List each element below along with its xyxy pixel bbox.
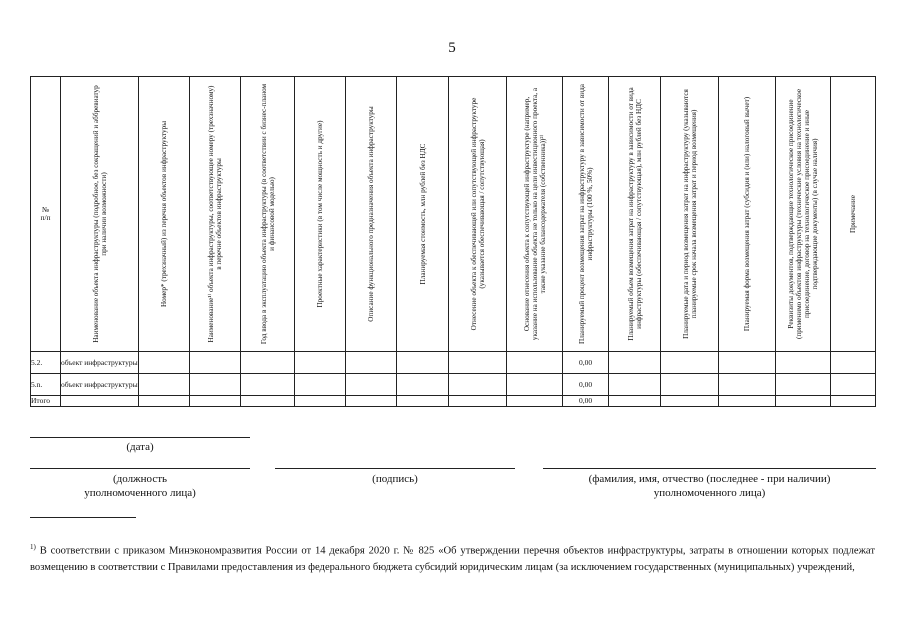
- header-text: Наименование объекта инфраструктуры (подробное, без сокращений и аббревиатур при наличии возможности): [91, 85, 108, 343]
- header-text: Планируемый объем возмещения затрат на инфраструктуру в зависимости от вида инфраструктуры (обеспечивающая / сопутствующая), млн рублей без НДС: [626, 87, 643, 341]
- table-cell: [241, 374, 295, 396]
- header-number-symbol: №: [41, 205, 50, 215]
- table-row: [31, 374, 876, 396]
- header-connection-documents: [776, 77, 831, 352]
- table-cell: [190, 352, 241, 374]
- table-cell: [661, 352, 719, 374]
- header-commissioning-year: [241, 77, 295, 352]
- table-cell: [449, 352, 507, 374]
- table-cell: [831, 396, 876, 407]
- table-cell: [190, 374, 241, 396]
- table-cell: [61, 396, 139, 407]
- row-reimbursement-amount: 0,00: [563, 374, 609, 396]
- header-text: Планируемая стоимость, млн рублей без НДС: [418, 143, 427, 285]
- header-reimbursement-amount: [609, 77, 661, 352]
- infrastructure-table: [30, 76, 876, 407]
- page-number: 5: [448, 40, 456, 56]
- header-infrastructure-type: [449, 77, 507, 352]
- signature-line: [275, 468, 515, 469]
- header-text: Проектные характеристики (в том числе мощность и другие): [315, 120, 324, 308]
- header-number-abbr: п/п: [40, 213, 51, 222]
- table-cell: [346, 396, 397, 407]
- name-line: [543, 468, 876, 469]
- total-label: Итого: [31, 396, 61, 407]
- table-cell: [507, 374, 563, 396]
- header-text: Планируемый процент возмещения затрат на инфраструктуру в зависимости от вида инфраструктуры (100 %, 50%): [577, 84, 594, 344]
- header-text: Планируемая форма возмещения затрат (субсидия и (или) налоговый вычет): [742, 96, 751, 332]
- name-label-line2: уполномоченного лица): [653, 487, 766, 499]
- row-number: 5.2.: [31, 352, 61, 374]
- header-text: Реквизиты документов, подтверждающие технологическое присоединение (применимо объектов инфраструктуры (технические условия на технологическое присоединение, договор на технологическое присоединение и иные подтверждающие документы) (в случае наличия): [786, 88, 820, 340]
- header-reimbursement-period: [661, 77, 719, 352]
- table-cell: [776, 352, 831, 374]
- table-cell: [661, 396, 719, 407]
- header-text: Наименование¹⁾ объекта инфраструктуры, соответствующее номеру (трехзначному) в перечне объектов инфраструктуры: [206, 85, 223, 343]
- table-cell: [139, 396, 190, 407]
- table-cell: [609, 374, 661, 396]
- table-cell: [397, 374, 449, 396]
- table-cell: [609, 352, 661, 374]
- table-row: [31, 352, 876, 374]
- header-reimbursement-percent: [563, 77, 609, 352]
- table-cell: [139, 374, 190, 396]
- header-type-basis: [507, 77, 563, 352]
- table-cell: [295, 374, 346, 396]
- table-cell: [295, 396, 346, 407]
- name-label: [543, 472, 876, 500]
- header-text: Отнесение объекта к обеспечивающей или сопутствующей инфраструктуре (указывается обеспечивающая / сопутствующая): [469, 97, 486, 331]
- position-line: [30, 468, 250, 469]
- footnote-marker: 1): [30, 543, 36, 551]
- header-number: [31, 77, 61, 352]
- table-cell: [241, 352, 295, 374]
- header-reimbursement-form: [719, 77, 776, 352]
- table-cell: [449, 374, 507, 396]
- date-label: (дата): [126, 441, 154, 453]
- footnote-text: В соответствии с приказом Минэкономразвития России от 14 декабря 2020 г. № 825 «Об утверждении перечня объектов инфраструктуры, затраты в отношении которых подлежат возмещению в соответствии с Правилами предоставления из федерального бюджета субсидий юридическим лицам (за исключением государственных (муниципальных) учреждений,: [30, 545, 875, 573]
- table-cell: [609, 396, 661, 407]
- total-value: 0,00: [563, 396, 609, 407]
- position-label-line2: уполномоченного лица): [84, 487, 196, 499]
- table-cell: [241, 396, 295, 407]
- header-planned-cost: [397, 77, 449, 352]
- position-label-line1: (должность: [112, 473, 168, 485]
- table-cell: [190, 396, 241, 407]
- row-reimbursement-amount: 0,00: [563, 352, 609, 374]
- row-number: 5.n.: [31, 374, 61, 396]
- table-cell: [776, 396, 831, 407]
- header-object-name: [61, 77, 139, 352]
- table-cell: [507, 352, 563, 374]
- name-label-line1: (фамилия, имя, отчество (последнее - при наличии): [588, 473, 831, 485]
- table-cell: [831, 374, 876, 396]
- table-cell: [776, 374, 831, 396]
- header-object-code: [139, 77, 190, 352]
- table-cell: [139, 352, 190, 374]
- table-total-row: [31, 396, 876, 407]
- row-object-name: объект инфраструктуры: [61, 352, 139, 374]
- table-cell: [295, 352, 346, 374]
- header-text: Планируемые дата и период возмещения затрат на инфраструктуру (указываются планируемые срок начала возмещения затрат и период возмещения): [681, 89, 698, 339]
- table-cell: [507, 396, 563, 407]
- table-header-row: [31, 77, 876, 352]
- footnote-divider: [30, 517, 136, 518]
- table-cell: [346, 374, 397, 396]
- date-line: [30, 437, 250, 438]
- header-text: Описание функционального предназначения объекта инфраструктуры: [366, 106, 375, 322]
- table-cell: [719, 396, 776, 407]
- row-object-name: объект инфраструктуры: [61, 374, 139, 396]
- table-cell: [346, 352, 397, 374]
- header-text: Год ввода в эксплуатацию объекта инфраструктуры (в соответствии с бизнес-планом и финансовой моделью): [259, 83, 276, 345]
- header-list-name: [190, 77, 241, 352]
- header-text: Примечание: [848, 195, 857, 233]
- header-note: [831, 77, 876, 352]
- table-cell: [719, 352, 776, 374]
- table-cell: [449, 396, 507, 407]
- table-cell: [719, 374, 776, 396]
- position-label: [40, 472, 240, 500]
- table-cell: [397, 396, 449, 407]
- table-cell: [831, 352, 876, 374]
- table-cell: [397, 352, 449, 374]
- header-text: Основание отнесения объекта к сопутствующей инфраструктуре (например, указание на использование объекта не только на цели инвестиционного проекта, а также указание балансодержателя (собственника))²⁾: [522, 87, 547, 341]
- signature-label: (подпись): [372, 473, 418, 485]
- footnote: [30, 539, 875, 576]
- header-text: Номер* (трехзначный) из перечня объектов инфраструктуры: [159, 120, 168, 308]
- header-design-characteristics: [295, 77, 346, 352]
- header-functional-purpose: [346, 77, 397, 352]
- table-cell: [661, 374, 719, 396]
